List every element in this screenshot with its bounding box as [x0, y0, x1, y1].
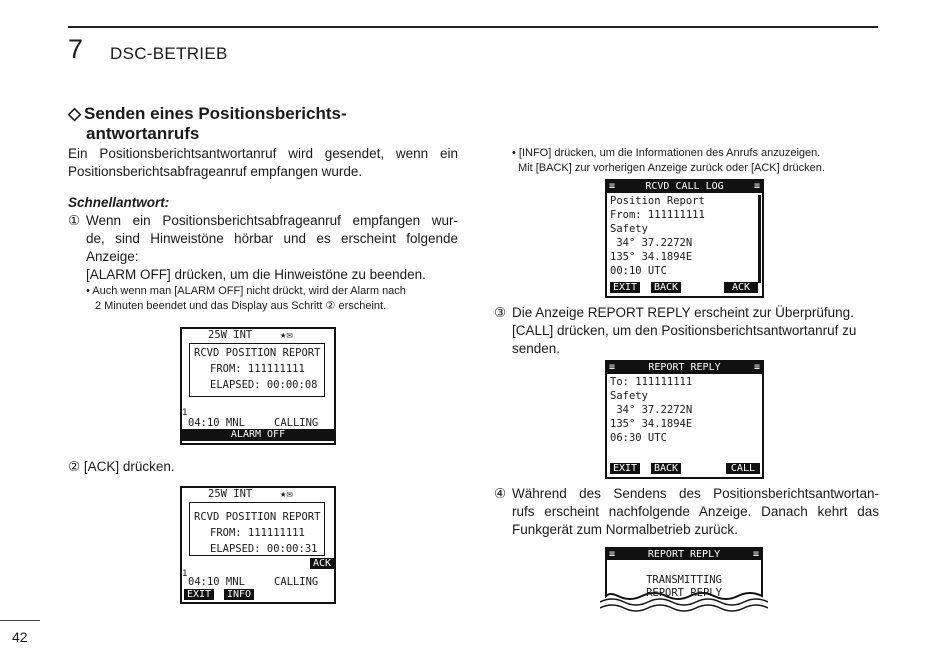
- section-heading: [68, 104, 468, 144]
- log-line1: Position Report: [610, 195, 705, 207]
- header-rule: [68, 26, 878, 28]
- ack-softkey[interactable]: ACK: [310, 558, 334, 569]
- step-1-line3: Anzeige:: [86, 249, 139, 264]
- lcd-call-log-screen: [605, 179, 764, 298]
- log-time: 00:10 UTC: [610, 265, 667, 277]
- lcd-alarm-screen: [180, 327, 336, 445]
- reply-longitude: 135° 34.1894E: [610, 418, 693, 430]
- info-note-line1: • [INFO] drücken, um die Informationen des Anrufs anzuzeigen.: [512, 147, 821, 159]
- chapter-number: 7: [68, 34, 84, 64]
- report-reply-title-text: REPORT REPLY: [648, 362, 721, 373]
- step-1-note-line1: • Auch wenn man [ALARM OFF] nicht drückt, wird der Alarm nach: [86, 285, 406, 297]
- menu-icon: ≡: [752, 549, 759, 560]
- step-3-line2: [CALL] drücken, um den Positionsberichtsantwortanruf zu: [512, 323, 857, 338]
- channel-info: 04:10 MNL: [188, 417, 245, 429]
- menu-icon: ≡: [609, 181, 616, 192]
- menu-icon: ≡: [753, 181, 760, 192]
- exit-softkey[interactable]: EXIT: [184, 589, 214, 600]
- call-softkey[interactable]: CALL: [726, 463, 760, 474]
- step-1: [68, 212, 458, 284]
- reply-latitude: 34° 37.2272N: [610, 404, 693, 416]
- step-3-number: ③: [494, 305, 507, 320]
- channel-mark: 1: [182, 569, 188, 579]
- call-log-title: [607, 181, 762, 193]
- step-2-number: ②: [68, 459, 81, 474]
- lcd-ack-screen: [180, 486, 336, 604]
- transmitting-line1: TRANSMITTING: [646, 574, 722, 586]
- chapter-title: DSC-BETRIEB: [110, 44, 228, 63]
- diamond-icon: ◇: [68, 104, 82, 123]
- call-log-title-text: RCVD CALL LOG: [645, 181, 724, 192]
- section-title-line1: Senden eines Positionsberichts-: [84, 104, 347, 123]
- calling-status: CALLING: [274, 417, 319, 429]
- step-3-line3: senden.: [512, 341, 561, 356]
- exit-softkey[interactable]: EXIT: [610, 463, 640, 474]
- status-line: 25W INT: [208, 488, 253, 500]
- status-line: 25W INT: [208, 329, 253, 341]
- step-1-note-line2: 2 Minuten beendet und das Display aus Schritt ② erscheint.: [95, 300, 387, 312]
- intro-line1: Ein Positionsberichtsantwortanruf wird gesendet, wenn ein: [68, 146, 458, 161]
- info-note-line2: Mit [BACK] zur vorherigen Anzeige zurück oder [ACK] drücken.: [518, 162, 825, 174]
- alert-line1: RCVD POSITION REPORT: [194, 347, 321, 359]
- transmit-title-bar: [607, 549, 761, 560]
- step-1-note: [86, 284, 461, 314]
- step-1-number: ①: [68, 213, 81, 228]
- exit-softkey[interactable]: EXIT: [610, 282, 640, 293]
- transmit-title-text: REPORT REPLY: [647, 549, 721, 560]
- step-1-line4: [ALARM OFF] drücken, um die Hinweistöne zu beenden.: [86, 267, 426, 282]
- intro-text: [68, 145, 458, 181]
- menu-icon: ≡: [753, 362, 760, 373]
- intro-line2: Positionsberichtsabfrageanruf empfangen wurde.: [68, 164, 363, 179]
- menu-icon: ≡: [609, 549, 616, 560]
- info-note: [512, 146, 882, 176]
- step-4-line2: rufs erscheint nachfolgende Anzeige. Danach kehrt das: [512, 504, 879, 519]
- page-number: 42: [12, 629, 28, 645]
- calling-status: CALLING: [274, 576, 319, 588]
- alarm-off-softkey[interactable]: ALARM OFF: [182, 429, 334, 441]
- reply-line1: To: 111111111: [610, 376, 693, 388]
- step-4-line1: Während des Sendens des Positionsberichtsantwortan-: [512, 486, 879, 501]
- step-4-number: ④: [494, 486, 507, 501]
- channel-mark: 1: [182, 408, 188, 418]
- lcd-report-reply-screen: [605, 360, 764, 479]
- transmitting-message: [600, 574, 768, 600]
- transmitting-line2: REPORT REPLY: [646, 587, 722, 599]
- section-title-line2: antwortanrufs: [86, 124, 200, 143]
- ack-softkey[interactable]: ACK: [724, 282, 758, 293]
- lcd-transmitting-screen: [600, 546, 768, 614]
- alert-line3: ELAPSED: 00:00:08: [210, 379, 318, 391]
- step-4: [494, 485, 879, 539]
- channel-info: 04:10 MNL: [188, 576, 245, 588]
- step-3-line1: Die Anzeige REPORT REPLY erscheint zur Überprüfung.: [512, 305, 854, 320]
- alert-line1: RCVD POSITION REPORT: [194, 511, 321, 523]
- scrollbar[interactable]: [758, 195, 761, 283]
- log-line2: From: 111111111: [610, 209, 705, 221]
- step-2: [68, 458, 175, 476]
- subheading: Schnellantwort:: [68, 195, 170, 210]
- log-line3: Safety: [610, 223, 648, 235]
- alert-line2: FROM: 111111111: [210, 363, 305, 375]
- alert-line2: FROM: 111111111: [210, 527, 305, 539]
- log-latitude: 34° 37.2272N: [610, 237, 693, 249]
- info-softkey[interactable]: INFO: [224, 589, 254, 600]
- step-2-text: [ACK] drücken.: [83, 459, 175, 474]
- reply-time: 06:30 UTC: [610, 432, 667, 444]
- step-1-line1: Wenn ein Positionsberichtsabfrageanruf empfangen wur-: [86, 213, 458, 228]
- step-4-line3: Funkgerät zum Normalbetrieb zurück.: [512, 522, 738, 537]
- reply-line2: Safety: [610, 390, 648, 402]
- step-3: [494, 304, 879, 358]
- log-longitude: 135° 34.1894E: [610, 251, 693, 263]
- menu-icon: ≡: [609, 362, 616, 373]
- back-softkey[interactable]: BACK: [651, 463, 681, 474]
- star-mail-icon: ★✉: [280, 488, 293, 500]
- step-1-line2: de, sind Hinweistöne hörbar und es erscheint folgende: [86, 231, 458, 246]
- alert-line3: ELAPSED: 00:00:31: [210, 543, 318, 555]
- page-number-rule: [0, 620, 40, 621]
- star-mail-icon: ★✉: [280, 329, 293, 341]
- report-reply-title: [607, 362, 762, 374]
- back-softkey[interactable]: BACK: [651, 282, 681, 293]
